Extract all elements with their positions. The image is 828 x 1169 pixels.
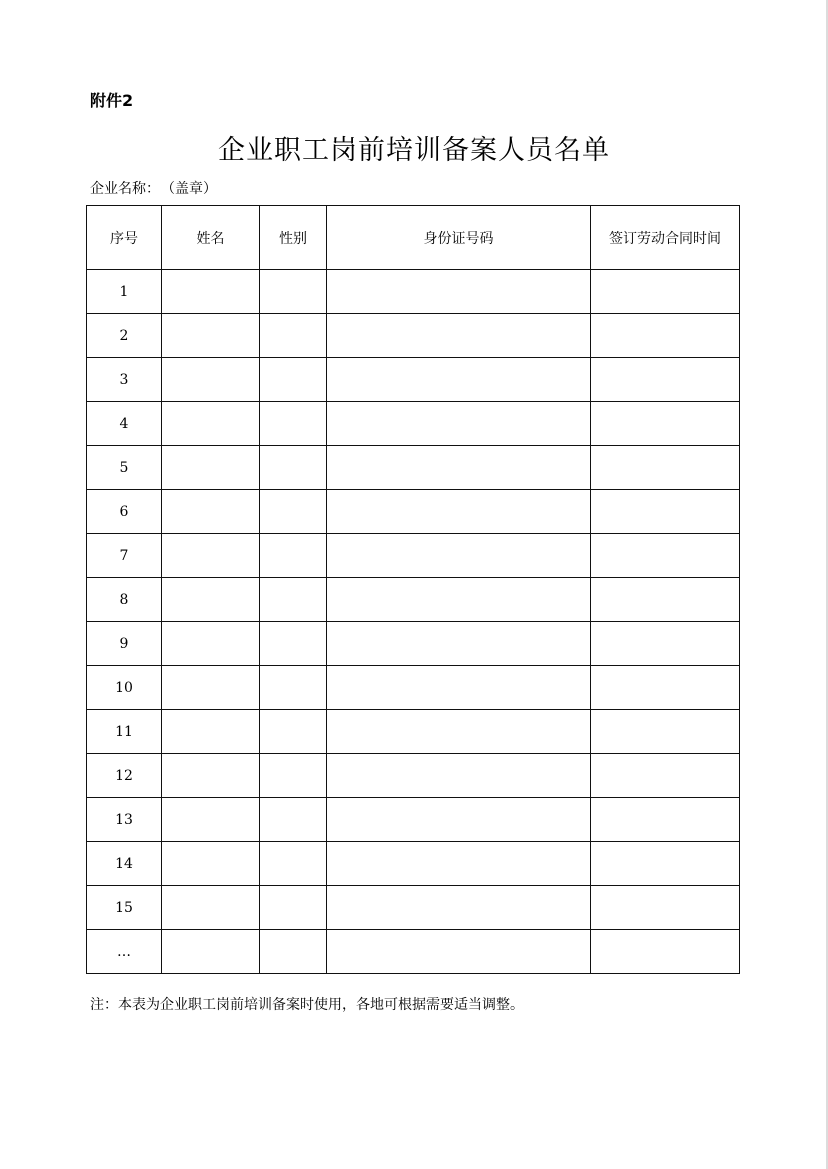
table-row (87, 798, 740, 842)
name-cell (162, 666, 260, 710)
table-row (87, 930, 740, 974)
id-number-cell (327, 534, 591, 578)
gender-cell (260, 270, 327, 314)
name-cell (162, 754, 260, 798)
document-title: 企业职工岗前培训备案人员名单 (218, 135, 610, 166)
stamp-hint: （盖章） (168, 181, 217, 197)
serial-cell: 4 (87, 402, 162, 446)
table-row (87, 622, 740, 666)
name-cell (162, 710, 260, 754)
table-row (87, 886, 740, 930)
gender-cell (260, 358, 327, 402)
name-cell (162, 798, 260, 842)
serial-cell: 13 (87, 798, 162, 842)
contract-date-cell (591, 754, 740, 798)
col-header-name: 姓名 (162, 206, 260, 270)
contract-date-cell (591, 710, 740, 754)
table-row (87, 358, 740, 402)
company-name-label: 企业名称： (90, 181, 160, 197)
id-number-cell (327, 930, 591, 974)
roster-body (87, 270, 740, 974)
contract-date-cell (591, 314, 740, 358)
id-number-cell (327, 446, 591, 490)
id-number-cell (327, 710, 591, 754)
table-row (87, 446, 740, 490)
table-row (87, 754, 740, 798)
serial-cell: 11 (87, 710, 162, 754)
table-row (87, 270, 740, 314)
company-name-line (90, 178, 217, 198)
serial-cell: 2 (87, 314, 162, 358)
contract-date-cell (591, 446, 740, 490)
id-number-cell (327, 490, 591, 534)
serial-cell: 10 (87, 666, 162, 710)
table-row (87, 314, 740, 358)
serial-cell: 15 (87, 886, 162, 930)
name-cell (162, 358, 260, 402)
table-row (87, 490, 740, 534)
gender-cell (260, 710, 327, 754)
serial-cell: 12 (87, 754, 162, 798)
table-row (87, 402, 740, 446)
gender-cell (260, 842, 327, 886)
name-cell (162, 534, 260, 578)
name-cell (162, 886, 260, 930)
footnote: 注：本表为企业职工岗前培训备案时使用，各地可根据需要适当调整。 (90, 997, 524, 1013)
contract-date-cell (591, 666, 740, 710)
name-cell (162, 270, 260, 314)
id-number-cell (327, 754, 591, 798)
gender-cell (260, 490, 327, 534)
gender-cell (260, 666, 327, 710)
col-header-id-number: 身份证号码 (327, 206, 591, 270)
gender-cell (260, 578, 327, 622)
col-header-gender: 性别 (260, 206, 327, 270)
gender-cell (260, 446, 327, 490)
name-cell (162, 842, 260, 886)
id-number-cell (327, 842, 591, 886)
name-cell (162, 402, 260, 446)
name-cell (162, 578, 260, 622)
id-number-cell (327, 314, 591, 358)
gender-cell (260, 622, 327, 666)
serial-cell: 14 (87, 842, 162, 886)
header-row (87, 206, 740, 270)
id-number-cell (327, 270, 591, 314)
roster-table (86, 205, 740, 974)
id-number-cell (327, 402, 591, 446)
contract-date-cell (591, 578, 740, 622)
table-row (87, 534, 740, 578)
col-header-serial: 序号 (87, 206, 162, 270)
gender-cell (260, 402, 327, 446)
id-number-cell (327, 622, 591, 666)
gender-cell (260, 930, 327, 974)
serial-cell: … (87, 930, 162, 974)
id-number-cell (327, 886, 591, 930)
col-header-contract-date: 签订劳动合同时间 (591, 206, 740, 270)
name-cell (162, 314, 260, 358)
table-row (87, 842, 740, 886)
name-cell (162, 622, 260, 666)
contract-date-cell (591, 842, 740, 886)
serial-cell: 8 (87, 578, 162, 622)
contract-date-cell (591, 886, 740, 930)
attachment-label: 附件2 (90, 91, 134, 110)
id-number-cell (327, 666, 591, 710)
contract-date-cell (591, 534, 740, 578)
serial-cell: 1 (87, 270, 162, 314)
name-cell (162, 930, 260, 974)
id-number-cell (327, 358, 591, 402)
table-row (87, 578, 740, 622)
serial-cell: 5 (87, 446, 162, 490)
contract-date-cell (591, 358, 740, 402)
gender-cell (260, 754, 327, 798)
contract-date-cell (591, 930, 740, 974)
table-row (87, 666, 740, 710)
id-number-cell (327, 578, 591, 622)
contract-date-cell (591, 622, 740, 666)
serial-cell: 6 (87, 490, 162, 534)
contract-date-cell (591, 798, 740, 842)
id-number-cell (327, 798, 591, 842)
gender-cell (260, 798, 327, 842)
gender-cell (260, 886, 327, 930)
name-cell (162, 490, 260, 534)
contract-date-cell (591, 490, 740, 534)
serial-cell: 3 (87, 358, 162, 402)
name-cell (162, 446, 260, 490)
serial-cell: 7 (87, 534, 162, 578)
table-row (87, 710, 740, 754)
gender-cell (260, 534, 327, 578)
serial-cell: 9 (87, 622, 162, 666)
contract-date-cell (591, 270, 740, 314)
contract-date-cell (591, 402, 740, 446)
gender-cell (260, 314, 327, 358)
